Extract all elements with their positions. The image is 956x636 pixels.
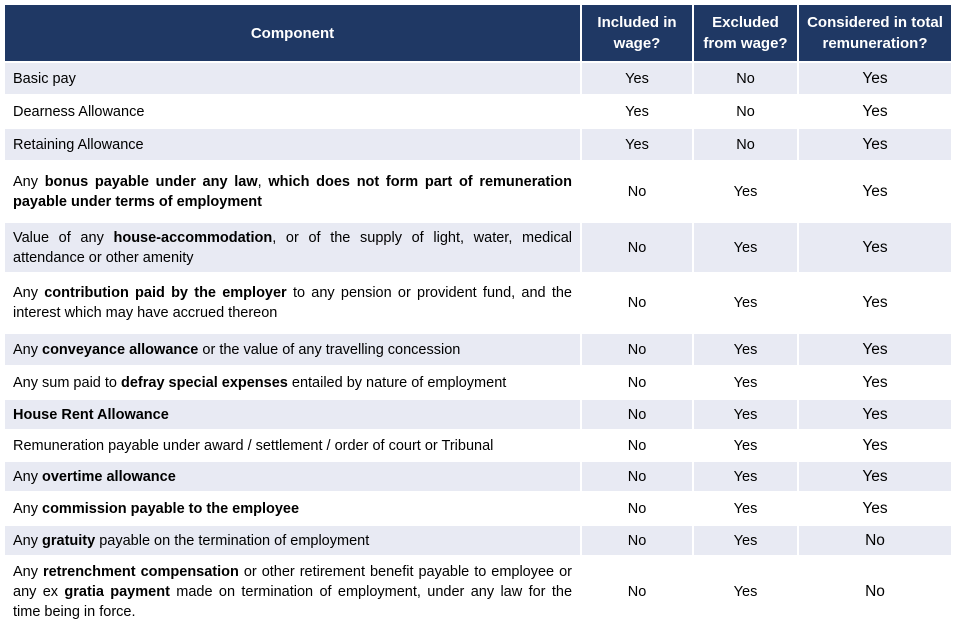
table-row [5,524,951,555]
header-included-in-wage: Included in wage? [582,5,694,61]
component-text: made on termination of employment, under any law for the time being in force. [13,584,573,620]
component-text: Any sum paid to [13,374,121,391]
included-in-wage-cell: No [582,555,694,627]
considered-in-remuneration-cell: Yes [799,429,951,460]
excluded-from-wage-cell: No [694,94,799,127]
table-row [5,127,951,160]
component-text: Remuneration payable under award / settlement / order of court or Tribunal [13,437,494,454]
table-row [5,365,951,398]
component-text-bold: defray special expenses [121,374,288,391]
component-cell [5,221,582,272]
table-row [5,94,951,127]
table-row [5,398,951,429]
considered-in-remuneration-cell: Yes [799,460,951,491]
component-text: Any [13,173,45,190]
considered-in-remuneration-cell: Yes [799,221,951,272]
component-cell [5,272,582,332]
component-text: Any [13,532,43,549]
excluded-from-wage-cell: Yes [694,221,799,272]
component-text-bold: bonus payable under any law [44,173,258,190]
included-in-wage-cell: No [582,398,694,429]
included-in-wage-cell: No [582,365,694,398]
component-text-bold: conveyance allowance [42,341,199,358]
excluded-from-wage-cell: Yes [694,398,799,429]
considered-in-remuneration-cell: Yes [799,332,951,365]
header-row [5,5,951,61]
excluded-from-wage-cell: Yes [694,460,799,491]
component-cell [5,365,582,398]
component-text: or the value of any travelling concession [198,341,461,358]
component-text: Any [13,564,43,580]
component-text-bold: commission payable to the employee [42,500,300,517]
component-text: , or of the supply of light, water, medical attendance or other amenity [13,229,572,266]
excluded-from-wage-cell: Yes [694,429,799,460]
component-text: or other retirement benefit payable to employee or any ex [13,564,572,600]
component-text: , [257,173,269,190]
table-row [5,272,951,332]
component-text: Basic pay [13,70,76,87]
component-cell [5,460,582,491]
considered-in-remuneration-cell: Yes [799,94,951,127]
considered-in-remuneration-cell: Yes [799,127,951,160]
component-cell [5,332,582,365]
header-considered-in-total-remuneration: Considered in total remuneration? [799,5,951,61]
component-text: Any [13,341,43,358]
included-in-wage-cell: No [582,332,694,365]
excluded-from-wage-cell: Yes [694,272,799,332]
component-text-bold: overtime allowance [42,468,176,485]
excluded-from-wage-cell: Yes [694,332,799,365]
table-row [5,460,951,491]
component-cell [5,491,582,524]
component-text: entailed by nature of employment [287,374,507,391]
considered-in-remuneration-cell: No [799,555,951,627]
component-text-bold: house-accommodation [113,229,273,246]
table-row [5,491,951,524]
considered-in-remuneration-cell: Yes [799,160,951,221]
component-cell [5,398,582,429]
included-in-wage-cell: No [582,460,694,491]
included-in-wage-cell: No [582,221,694,272]
component-cell [5,555,582,627]
component-text: Retaining Allowance [13,136,144,153]
included-in-wage-cell: Yes [582,127,694,160]
included-in-wage-cell: No [582,491,694,524]
component-text: payable on the termination of employment [95,532,370,549]
considered-in-remuneration-cell: Yes [799,272,951,332]
included-in-wage-cell: No [582,272,694,332]
included-in-wage-cell: No [582,524,694,555]
component-cell [5,94,582,127]
table-row [5,555,951,627]
component-cell [5,429,582,460]
excluded-from-wage-cell: Yes [694,524,799,555]
component-cell [5,127,582,160]
component-text-bold: House Rent Allowance [13,406,169,423]
considered-in-remuneration-cell: No [799,524,951,555]
component-text: to any pension or provident fund, and the interest which may have accrued thereon [13,285,573,321]
component-text-bold: which does not form part of remuneration payable under terms of employment [13,173,572,210]
component-text-bold: retrenchment compensation [42,564,239,580]
table-row [5,429,951,460]
component-cell [5,524,582,555]
table-row [5,61,951,94]
table-body [5,61,951,627]
table-row [5,160,951,221]
component-text: Any [13,468,43,485]
excluded-from-wage-cell: Yes [694,365,799,398]
included-in-wage-cell: No [582,160,694,221]
excluded-from-wage-cell: No [694,127,799,160]
excluded-from-wage-cell: Yes [694,555,799,627]
excluded-from-wage-cell: Yes [694,491,799,524]
header-excluded-from-wage: Excluded from wage? [694,5,799,61]
component-text-bold: gratia payment [64,584,170,600]
included-in-wage-cell: Yes [582,94,694,127]
considered-in-remuneration-cell: Yes [799,491,951,524]
considered-in-remuneration-cell: Yes [799,365,951,398]
component-cell [5,61,582,94]
component-text: Dearness Allowance [13,103,145,120]
header-component: Component [5,5,582,61]
table-row [5,221,951,272]
component-text-bold: gratuity [42,532,96,549]
wage-components-table-container [5,5,951,627]
component-text-bold: contribution paid by the employer [44,285,287,301]
wage-components-table [5,5,951,627]
component-text: Any [13,285,45,301]
considered-in-remuneration-cell: Yes [799,61,951,94]
table-row [5,332,951,365]
excluded-from-wage-cell: No [694,61,799,94]
excluded-from-wage-cell: Yes [694,160,799,221]
table-header [5,5,951,61]
component-text: Value of any [13,229,114,246]
component-cell [5,160,582,221]
included-in-wage-cell: No [582,429,694,460]
included-in-wage-cell: Yes [582,61,694,94]
considered-in-remuneration-cell: Yes [799,398,951,429]
component-text: Any [13,500,43,517]
